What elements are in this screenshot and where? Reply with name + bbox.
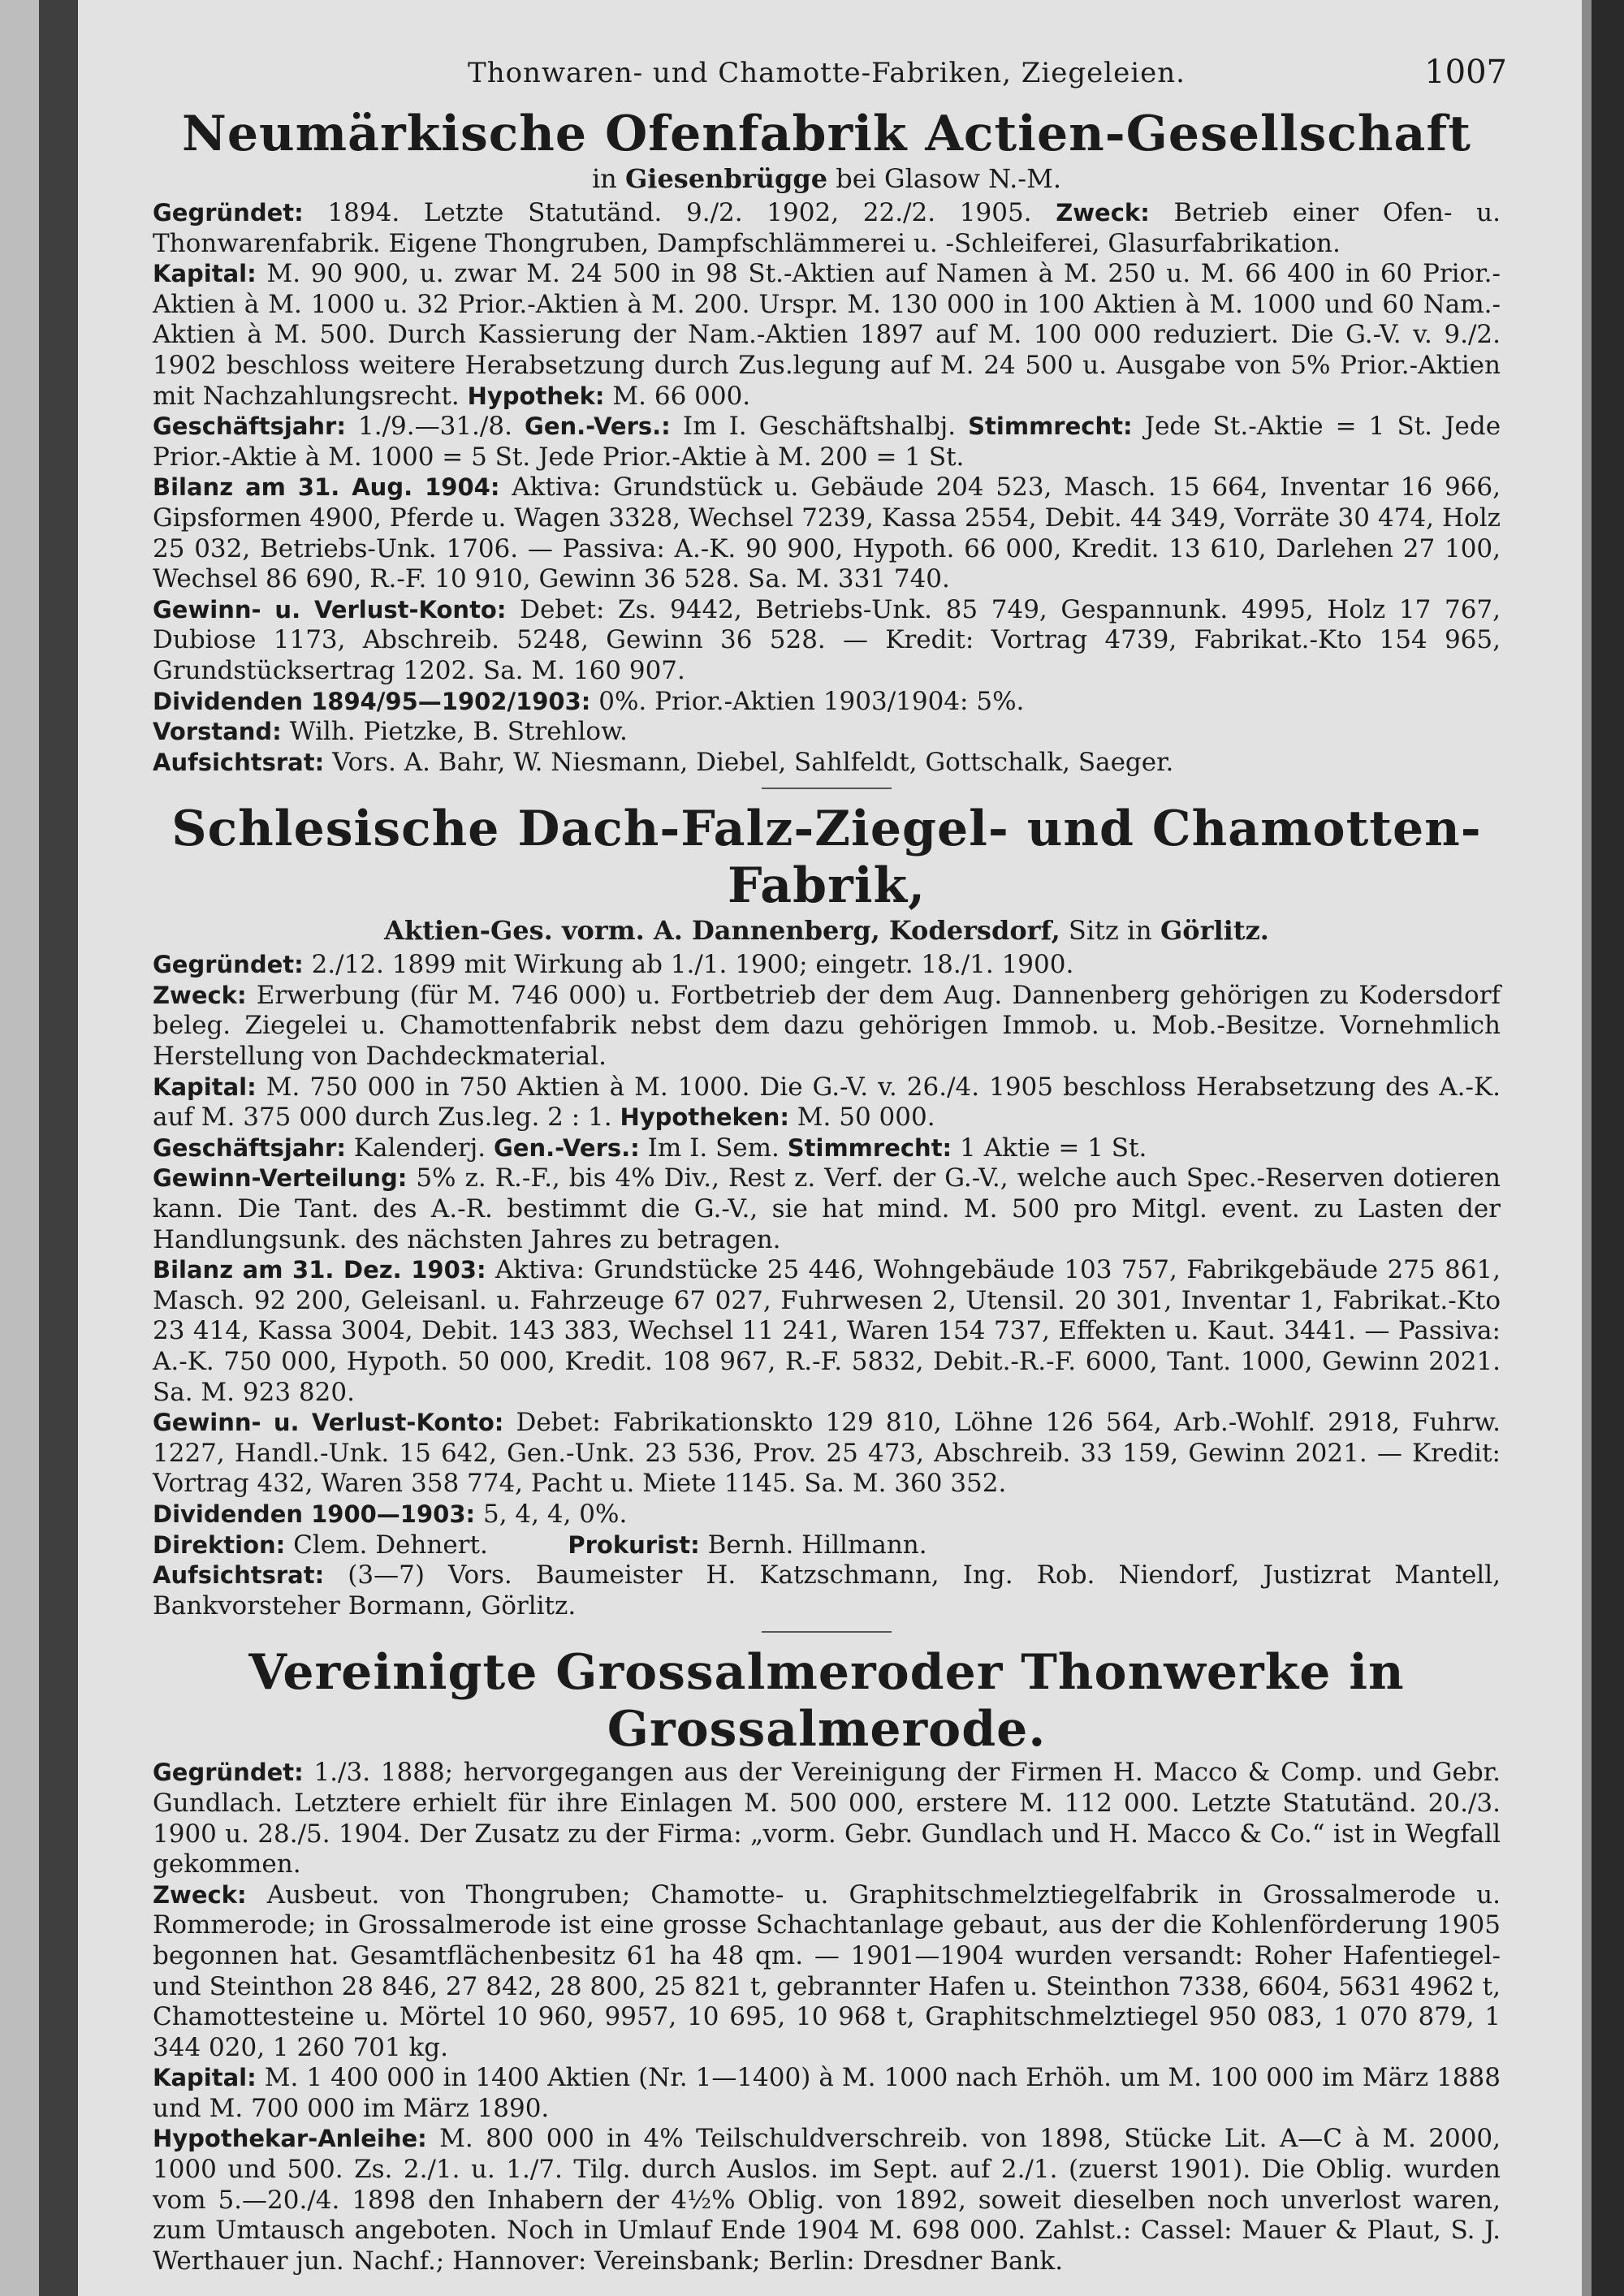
label-dividends: Dividenden 1894/95—1902/1903: <box>153 687 591 715</box>
capital-paragraph <box>153 2063 1501 2124</box>
label-profit-distribution: Gewinn-Verteilung: <box>153 1164 408 1193</box>
page-content <box>153 54 1507 2277</box>
mortgage-loan-paragraph <box>153 2124 1501 2277</box>
text-balance: Aktiva: Grundstück u. Gebäude 204 523, Masch. 15 664, Inventar 16 966, Gipsformen 4900, Pferde u. Wagen 3328, Wechsel 7239, Kassa 2554, Debit. 44 349, Vorräte 30 474, Holz 25 032, Betriebs-Unk. 1706. — Passiva: A.-K. 90 900, Hypoth. 66 000, Kredit. 13 610, Darlehen 27 100, Wechsel 86 690, R.-F. 10 910, Gewinn 36 528. Sa. M. 331 740. <box>153 473 1501 594</box>
founded-paragraph <box>153 1758 1501 1880</box>
label-balance: Bilanz am 31. Aug. 1904: <box>153 473 500 502</box>
label-management: Direktion: <box>153 1530 286 1559</box>
management-paragraph <box>153 1530 1501 1561</box>
profit-loss-paragraph <box>153 595 1501 687</box>
label-founded: Gegründet: <box>153 1759 304 1787</box>
founded-paragraph <box>153 198 1501 259</box>
purpose-paragraph <box>153 1880 1501 2064</box>
balance-paragraph <box>153 1255 1501 1408</box>
text-purpose: Betrieb einer Ofen- u. Thonwarenfabrik. Eigene Thongruben, Dampfschlämmerei u. -Schleiferei, Glasurfabrikation. <box>153 198 1501 258</box>
location-place: Giesenbrügge <box>624 163 828 194</box>
scan-margin-right <box>1592 0 1624 2296</box>
board-paragraph <box>153 717 1501 748</box>
label-founded: Gegründet: <box>153 199 304 227</box>
location-company: Aktien-Ges. vorm. A. Dannenberg, Kodersdorf, <box>384 915 1060 947</box>
label-purpose: Zweck: <box>153 1880 247 1909</box>
label-supervisory: Aufsichtsrat: <box>153 1561 325 1590</box>
text-profit-distribution: 5% z. R.-F., bis 4% Div., Rest z. Verf. der G.-V., welche auch Spec.-Reserven dotieren kann. Die Tant. des A.-R. bestimmt die G.-V., sie hat mind. M. 500 pro Mitgl. event. zu Lasten der Handlungsunk. des nächsten Jahres zu betragen. <box>153 1163 1501 1254</box>
company-entry-neumaerkische <box>153 106 1501 778</box>
page <box>78 0 1582 2296</box>
text-profit-loss: Debet: Fabrikationskto 129 810, Löhne 126 564, Arb.-Wohlf. 2918, Fuhrw. 1227, Handl.-Unk. 15 642, Gen.-Unk. 23 536, Prov. 25 473, Abschreib. 33 159, Gewinn 2021. — Kredit: Vortrag 432, Waren 358 774, Pacht u. Miete 1145. Sa. M. 360 352. <box>153 1408 1501 1499</box>
label-capital: Kapital: <box>153 1072 257 1101</box>
label-founded: Gegründet: <box>153 951 304 979</box>
text-supervisory: Vors. A. Bahr, W. Niesmann, Diebel, Sahlfeldt, Gottschalk, Saeger. <box>332 747 1174 777</box>
text-procurist: Bernh. Hillmann. <box>707 1530 927 1560</box>
label-general-meeting: Gen.-Vers.: <box>494 1133 640 1162</box>
fiscal-paragraph <box>153 412 1501 473</box>
text-capital: M. 1 400 000 in 1400 Aktien (Nr. 1—1400) à M. 1000 nach Erhöh. um M. 100 000 im März 1888 und M. 700 000 im März 1890. <box>153 2063 1501 2123</box>
label-purpose: Zweck: <box>153 981 247 1009</box>
supervisory-paragraph <box>153 748 1501 779</box>
label-capital: Kapital: <box>153 2064 257 2092</box>
text-capital: M. 750 000 in 750 Aktien à M. 1000. Die G.-V. v. 26./4. 1905 beschloss Herabsetzung des A.-K. auf M. 375 000 durch Zus.leg. 2 : 1. <box>153 1072 1501 1133</box>
capital-paragraph <box>153 1072 1501 1133</box>
supervisory-paragraph <box>153 1560 1501 1621</box>
text-supervisory: (3—7) Vors. Baumeister H. Katzschmann, Ing. Rob. Niendorf, Justizrat Mantell, Bankvorsteher Bormann, Görlitz. <box>153 1560 1501 1621</box>
dividends-paragraph <box>153 687 1501 718</box>
text-founded: 1./3. 1888; hervorgegangen aus der Vereinigung der Firmen H. Macco & Comp. und Gebr. Gundlach. Letztere erhielt für ihre Einlagen M. 500 000, erstere M. 112 000. Letzte Statutänd. 20./3. 1900 u. 28./5. 1904. Der Zusatz zu der Firma: „vorm. Gebr. Gundlach und H. Macco & Co.“ ist in Wegfall gekommen. <box>153 1758 1501 1880</box>
company-title: Vereinigte Grossalmeroder Thonwerke in Grossalmerode. <box>248 1644 1405 1759</box>
text-dividends: 5, 4, 4, 0%. <box>482 1499 628 1529</box>
label-balance: Bilanz am 31. Dez. 1903: <box>153 1256 486 1284</box>
label-mortgage: Hypothek: <box>467 382 605 410</box>
label-voting: Stimmrecht: <box>787 1133 952 1162</box>
company-location <box>153 162 1501 195</box>
text-founded: 2./12. 1899 mit Wirkung ab 1./1. 1900; eingetr. 18./1. 1900. <box>311 950 1074 980</box>
location-suffix: bei Glasow N.-M. <box>836 163 1062 194</box>
profit-distribution-paragraph <box>153 1163 1501 1255</box>
label-fiscal-year: Geschäftsjahr: <box>153 412 346 441</box>
label-board: Vorstand: <box>153 718 282 746</box>
company-entry-grossalmerode <box>153 1644 1501 2277</box>
company-title: Schlesische Dach-Falz-Ziegel- und Chamotten-Fabrik, <box>171 801 1482 915</box>
section-divider <box>762 788 892 789</box>
label-dividends: Dividenden 1900—1903: <box>153 1500 476 1528</box>
label-supervisory: Aufsichtsrat: <box>153 748 325 776</box>
text-balance: Aktiva: Grundstücke 25 446, Wohngebäude 103 757, Fabrikgebäude 275 861, Masch. 92 200, Geleisanl. u. Fahrzeuge 67 027, Fuhrwesen 2, Utensil. 20 301, Inventar 1, Fabrikat.-Kto 23 414, Kassa 3004, Debit. 143 383, Wechsel 11 241, Waren 154 737, Effekten u. Kaut. 3441. — Passiva: A.-K. 750 000, Hypoth. 50 000, Kredit. 108 967, R.-F. 5832, Debit.-R.-F. 6000, Tant. 1000, Gewinn 2021. Sa. M. 923 820. <box>153 1255 1501 1407</box>
label-general-meeting: Gen.-Vers.: <box>525 412 671 441</box>
running-title: Thonwaren- und Chamotte-Fabriken, Ziegeleien. <box>468 57 1186 89</box>
text-mortgages: M. 50 000. <box>797 1103 935 1133</box>
label-capital: Kapital: <box>153 260 257 288</box>
text-general-meeting: Im I. Geschäftshalbj. <box>682 412 957 442</box>
text-mortgage-loan: M. 800 000 in 4% Teilschuldverschreib. von 1898, Stücke Lit. A—C à M. 2000, 1000 und 500. Zs. 2./1. u. 1./7. Tilg. durch Auslos. im Sept. auf 2./1. (zuerst 1901). Die Oblig. wurden vom 5.—20./4. 1898 den Inhabern der 4½% Oblig. von 1892, soweit dieselben noch unverlost waren, zum Umtausch angeboten. Noch in Umlauf Ende 1904 M. 698 000. Zahlst.: Cassel: Mauer & Plaut, S. J. Werthauer jun. Nachf.; Hannover: Vereinsbank; Berlin: Dresdner Bank. <box>153 2124 1501 2276</box>
location-prefix: Sitz in <box>1068 915 1152 947</box>
text-mortgage: M. 66 000. <box>612 381 751 411</box>
text-profit-loss: Debet: Zs. 9442, Betriebs-Unk. 85 749, Gespannunk. 4995, Holz 17 767, Dubiose 1173, Abschreib. 5248, Gewinn 36 528. — Kredit: Vortrag 4739, Fabrikat.-Kto 154 965, Grundstücksertrag 1202. Sa. M. 160 907. <box>153 594 1501 685</box>
label-mortgage-loan: Hypothekar-Anleihe: <box>153 2125 427 2153</box>
text-voting: 1 Aktie = 1 St. <box>960 1133 1147 1163</box>
purpose-paragraph <box>153 981 1501 1072</box>
label-purpose: Zweck: <box>1056 199 1150 227</box>
text-general-meeting: Im I. Sem. <box>647 1133 780 1163</box>
text-purpose: Erwerbung (für M. 746 000) u. Fortbetrieb der dem Aug. Dannenberg gehörigen zu Kodersdorf beleg. Ziegelei u. Chamottenfabrik nebst dem dazu gehörigen Immob. u. Mob.-Besitze. Vornehmlich Herstellung von Dachdeckmaterial. <box>153 980 1501 1072</box>
dividends-paragraph <box>153 1500 1501 1530</box>
text-founded: 1894. Letzte Statutänd. 9./2. 1902, 22./2. 1905. <box>327 198 1032 227</box>
label-fiscal-year: Geschäftsjahr: <box>153 1133 346 1162</box>
running-head <box>153 54 1507 106</box>
profit-loss-paragraph <box>153 1408 1501 1500</box>
scan-margin-left <box>0 0 39 2296</box>
label-profit-loss: Gewinn- u. Verlust-Konto: <box>153 595 507 624</box>
text-dividends: 0%. Prior.-Aktien 1903/1904: 5%. <box>598 686 1025 716</box>
location-place: Görlitz. <box>1160 915 1269 947</box>
balance-paragraph <box>153 473 1501 594</box>
text-fiscal-year: Kalenderj. <box>353 1133 486 1163</box>
text-purpose: Ausbeut. von Thongruben; Chamotte- u. Graphitschmelztiegelfabrik in Grossalmerode u. Rommerode; in Grossalmerode ist eine grosse Schachtanlage gebaut, aus der die Kohlenförderung 1905 begonnen hat. Gesamtflächenbesitz 61 ha 48 qm. — 1901—1904 wurden versandt: Roher Hafentiegel- und Steinthon 28 846, 27 842, 28 800, 25 821 t, gebrannter Hafen u. Steinthon 7338, 6604, 5631 4962 t, Chamottesteine u. Mörtel 10 960, 9957, 10 695, 10 968 t, Graphitschmelztiegel 950 083, 1 070 879, 1 344 020, 1 260 701 kg. <box>153 1880 1501 2062</box>
text-management: Clem. Dehnert. <box>293 1530 488 1560</box>
text-fiscal-year: 1./9.—31./8. <box>358 412 512 442</box>
label-procurist: Prokurist: <box>568 1530 700 1559</box>
label-profit-loss: Gewinn- u. Verlust-Konto: <box>153 1409 504 1437</box>
location-prefix: in <box>591 163 617 194</box>
founded-paragraph <box>153 950 1501 981</box>
label-mortgages: Hypotheken: <box>620 1103 789 1132</box>
scan-gutter <box>39 0 78 2296</box>
page-number: 1007 <box>1424 54 1507 91</box>
text-capital: M. 90 900, u. zwar M. 24 500 in 98 St.-Aktien auf Namen à M. 250 u. M. 66 400 in 60 Prior.-Aktien à M. 1000 u. 32 Prior.-Aktien à M. 200. Urspr. M. 130 000 in 100 Aktien à M. 1000 und 60 Nam.-Aktien à M. 500. Durch Kassierung der Nam.-Aktien 1897 auf M. 100 000 reduziert. Die G.-V. v. 9./2. 1902 beschloss weitere Herabsetzung durch Zus.legung auf M. 24 500 u. Ausgabe von 5% Prior.-Aktien mit Nachzahlungsrecht. <box>153 259 1501 411</box>
company-location <box>153 914 1501 947</box>
fiscal-paragraph <box>153 1133 1501 1164</box>
section-divider <box>762 1631 892 1633</box>
label-voting: Stimmrecht: <box>968 412 1133 441</box>
capital-paragraph <box>153 259 1501 412</box>
text-board: Wilh. Pietzke, B. Strehlow. <box>289 717 628 747</box>
company-title: Neumärkische Ofenfabrik Actien-Gesellschaft <box>182 106 1471 162</box>
company-entry-schlesische <box>153 801 1501 1621</box>
scan-margin-right-inner <box>1582 0 1592 2296</box>
text-voting: Jede St.-Aktie = 1 St. Jede Prior.-Aktie à M. 1000 = 5 St. Jede Prior.-Aktie à M. 200 = 1 St. <box>153 412 1501 472</box>
